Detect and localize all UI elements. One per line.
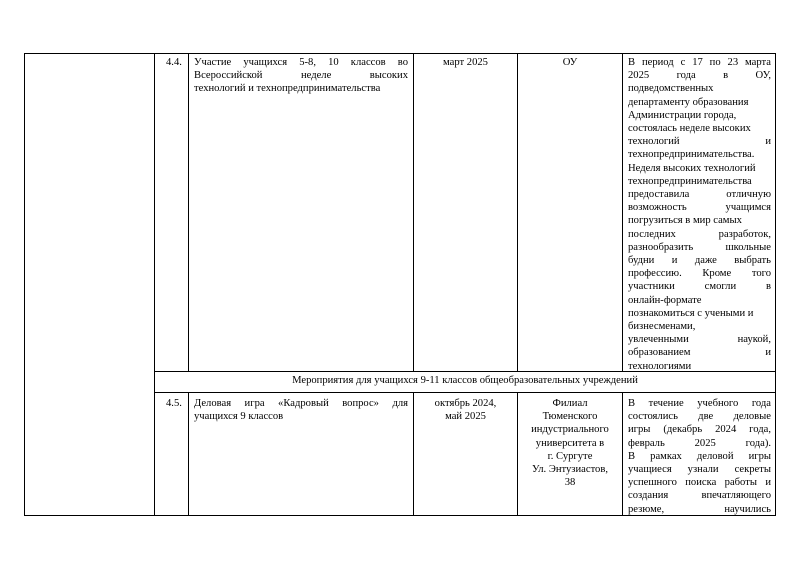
col-divider-3: [413, 53, 414, 372]
result-line: подведомственных: [628, 83, 714, 95]
result-line: департаменту образования: [628, 96, 749, 108]
section-header: Мероприятия для учащихся 9-11 классов общеобразовательных учреждений: [292, 375, 638, 386]
result-line: профессию. Кроме того: [628, 268, 771, 280]
result-line: учащиеся узнали секреты: [628, 464, 771, 476]
result-line: увлеченными наукой,: [628, 334, 771, 346]
event-description-4-4: [194, 56, 408, 96]
result-line: февраль 2025 года).: [628, 437, 771, 449]
result-line: Администрации города,: [628, 109, 737, 121]
col-divider-2b: [188, 392, 189, 516]
venue-line: ОУ: [562, 57, 578, 68]
result-line: познакомиться с учеными и: [628, 307, 754, 319]
event-date-4-5: [414, 397, 517, 423]
event-line: Всероссийской неделе высоких: [194, 70, 408, 82]
result-line: предоставила отличную: [628, 189, 771, 201]
result-line: В рамках деловой игры: [628, 450, 771, 462]
section-header-bottom-border: [154, 392, 776, 393]
event-venue-4-4: [518, 56, 622, 69]
result-line: образованием и: [628, 347, 771, 359]
result-line: состоялись две деловые: [628, 411, 771, 423]
date-line: май 2025: [445, 411, 486, 423]
result-line: состоялась неделе высоких: [628, 123, 751, 135]
result-line: Неделя высоких технологий: [628, 162, 756, 174]
col-divider-4: [517, 53, 518, 372]
event-line: учащихся 9 классов: [194, 411, 284, 423]
event-result-4-4: [628, 56, 771, 373]
event-line: технологий и технопредпринимательства: [194, 83, 381, 95]
table-left-border: [24, 53, 25, 516]
table-right-border: [775, 53, 776, 516]
date-line: октябрь 2024,: [434, 398, 497, 409]
event-line: Участие учащихся 5-8, 10 классов во: [194, 57, 408, 68]
result-line: погрузиться в мир самых: [628, 215, 742, 227]
col-divider-5: [622, 53, 623, 372]
result-line: успешного поиска работы и: [628, 477, 771, 489]
event-venue-4-5: [518, 397, 622, 489]
result-line: технологий и: [628, 136, 771, 148]
result-line: В течение учебного года: [628, 398, 771, 409]
event-date-4-4: [414, 56, 517, 69]
result-line: технопредпринимательства: [628, 175, 752, 187]
result-line: бизнесменами,: [628, 321, 696, 333]
venue-line: университета в: [535, 437, 605, 449]
result-line: разнообразить школьные: [628, 241, 771, 253]
venue-line: г. Сургуте: [547, 450, 593, 462]
result-line: В период с 17 по 23 марта: [628, 57, 771, 68]
venue-line: Ул. Энтузиастов,: [531, 464, 609, 476]
col-divider-1: [154, 53, 155, 516]
row-number-4-4: 4.4.: [166, 57, 182, 68]
result-line: участники смогли в: [628, 281, 771, 293]
result-line: резюме, научились: [628, 503, 771, 515]
result-line: онлайн-формате: [628, 294, 702, 306]
row-number-4-5: 4.5.: [166, 398, 182, 409]
table-top-border: [24, 53, 776, 54]
event-line: Деловая игра «Кадровый вопрос» для: [194, 398, 408, 409]
event-result-4-5: [628, 397, 771, 516]
result-line: 2025 года в ОУ,: [628, 70, 771, 82]
venue-line: индустриального: [531, 424, 609, 436]
result-line: создания впечатляющего: [628, 490, 771, 502]
result-line: будни и даже выбрать: [628, 255, 771, 267]
result-line: возможность учащимся: [628, 202, 771, 214]
result-line: игры (декабрь 2024 года,: [628, 424, 771, 436]
col-divider-5b: [622, 392, 623, 516]
result-line: технопредпринимательства.: [628, 149, 755, 161]
venue-line: 38: [564, 477, 576, 489]
date-line: март 2025: [443, 57, 488, 68]
col-divider-2: [188, 53, 189, 372]
result-line: технологиями: [628, 360, 692, 372]
venue-line: Тюменского: [542, 411, 598, 423]
event-description-4-5: [194, 397, 408, 423]
result-line: последних разработок,: [628, 228, 771, 240]
venue-line: Филиал: [552, 398, 588, 409]
